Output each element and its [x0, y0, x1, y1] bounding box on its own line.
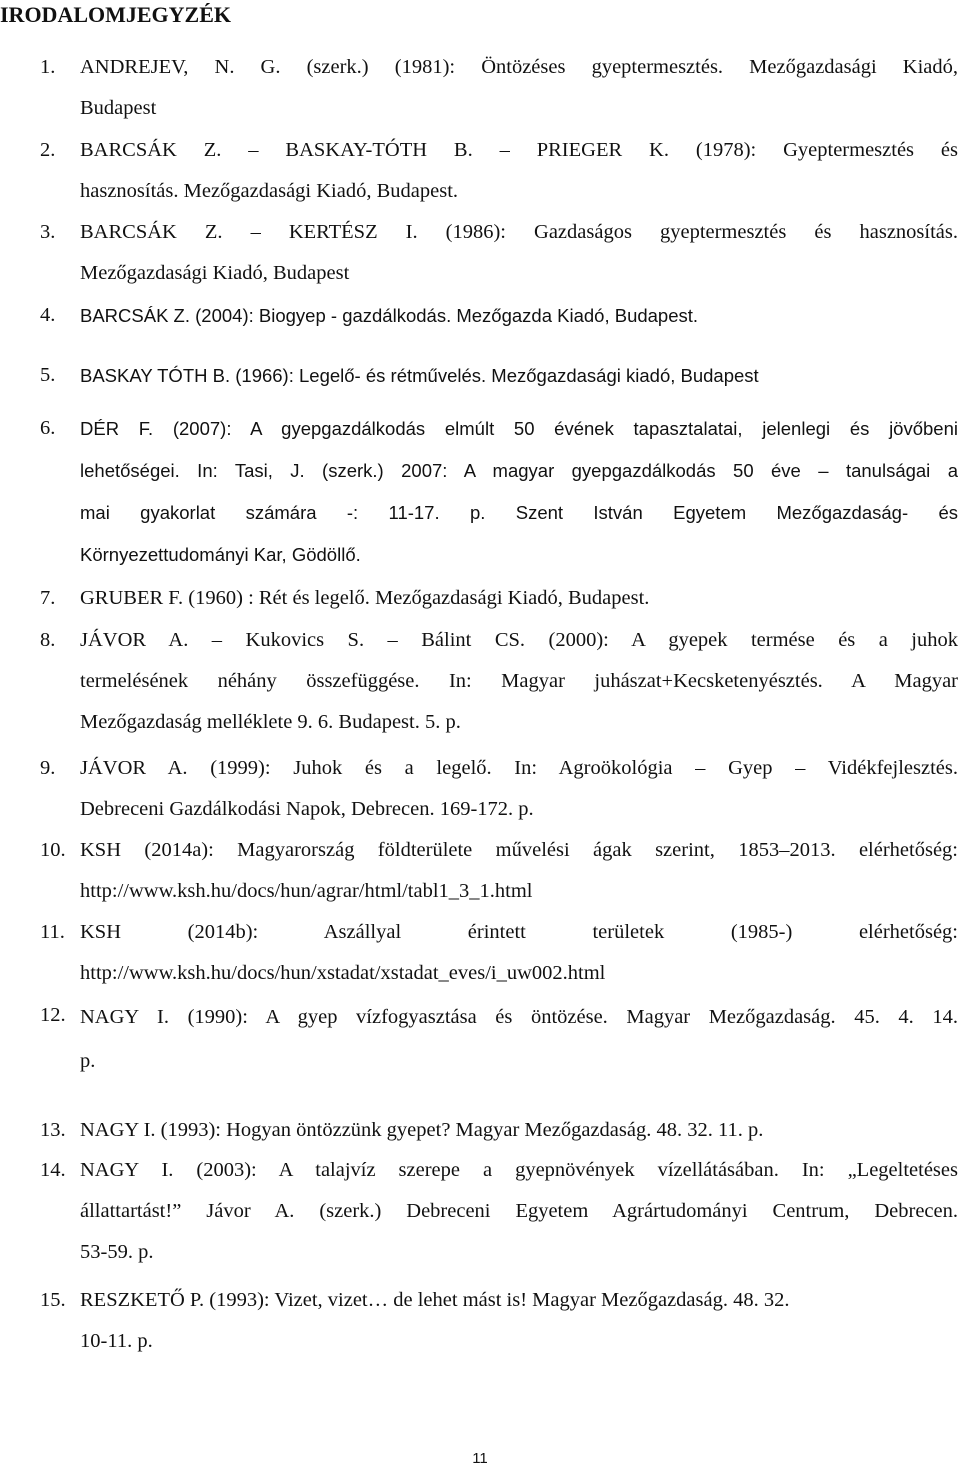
- reference-text: [80, 620, 958, 743]
- reference-line: NAGY I. (1990): A gyep vízfogyasztása és öntözése. Magyar Mezőgazdaság. 45. 4. 14.: [80, 1006, 958, 1028]
- reference-number: 13.: [40, 1119, 66, 1141]
- reference-text: [80, 355, 958, 396]
- reference-number: 8.: [40, 629, 56, 651]
- reference-number: 1.: [40, 56, 56, 78]
- reference-text: [80, 1150, 958, 1273]
- reference-line: p.: [80, 1050, 96, 1072]
- reference-line: termelésének néhány összefüggése. In: Magyar juhászat+Kecsketenyésztés. A Magyar: [80, 670, 958, 692]
- reference-text: [80, 748, 958, 830]
- reference-number: 15.: [40, 1289, 66, 1311]
- reference-number: 4.: [40, 304, 56, 326]
- reference-text: [80, 1280, 958, 1362]
- reference-line: KSH (2014a): Magyarország földterülete művelési ágak szerint, 1853–2013. elérhetőség:: [80, 839, 958, 861]
- reference-line: JÁVOR A. – Kukovics S. – Bálint CS. (2000): A gyepek termése és a juhok: [80, 629, 958, 651]
- reference-line: NAGY I. (2003): A talajvíz szerepe a gyepnövények vízellátásában. In: „Legeltetéses: [80, 1159, 958, 1181]
- reference-text: [80, 1110, 958, 1151]
- reference-line: 53-59. p.: [80, 1241, 154, 1263]
- reference-line: BARCSÁK Z. – KERTÉSZ I. (1986): Gazdaságos gyeptermesztés és hasznosítás.: [80, 221, 958, 243]
- reference-line: mai gyakorlat számára -: 11-17. p. Szent István Egyetem Mezőgazdaság- és: [80, 502, 958, 523]
- reference-text: [80, 578, 958, 619]
- reference-number: 3.: [40, 221, 56, 243]
- reference-number: 6.: [40, 417, 56, 439]
- reference-text: [80, 995, 958, 1083]
- reference-line: KSH (2014b): Aszállyal érintett területek (1985-) elérhetőség:: [80, 921, 958, 943]
- reference-text: [80, 212, 958, 294]
- reference-line: Mezőgazdaság melléklete 9. 6. Budapest. 5. p.: [80, 711, 461, 733]
- reference-line: BARCSÁK Z. (2004): Biogyep - gazdálkodás. Mezőgazda Kiadó, Budapest.: [80, 305, 699, 326]
- reference-line: http://www.ksh.hu/docs/hun/agrar/html/tabl1_3_1.html: [80, 880, 533, 902]
- page-title: IRODALOMJEGYZÉK: [0, 2, 232, 27]
- reference-line: JÁVOR A. (1999): Juhok és a legelő. In: Agroökológia – Gyep – Vidékfejlesztés.: [80, 757, 958, 779]
- reference-line: 10-11. p.: [80, 1330, 153, 1352]
- reference-number: 7.: [40, 587, 56, 609]
- reference-text: [80, 408, 958, 576]
- reference-line: GRUBER F. (1960) : Rét és legelő. Mezőgazdasági Kiadó, Budapest.: [80, 587, 650, 609]
- reference-number: 12.: [40, 1004, 66, 1026]
- reference-line: http://www.ksh.hu/docs/hun/xstadat/xstadat_eves/i_uw002.html: [80, 962, 606, 984]
- page-number: 11: [472, 1450, 488, 1467]
- reference-number: 5.: [40, 364, 56, 386]
- reference-line: állattartást!” Jávor A. (szerk.) Debreceni Egyetem Agrártudományi Centrum, Debrecen.: [80, 1200, 958, 1222]
- reference-number: 10.: [40, 839, 66, 861]
- reference-line: RESZKETŐ P. (1993): Vizet, vizet… de lehet mást is! Magyar Mezőgazdaság. 48. 32.: [80, 1289, 790, 1311]
- reference-line: hasznosítás. Mezőgazdasági Kiadó, Budapest.: [80, 180, 459, 202]
- reference-number: 14.: [40, 1159, 66, 1181]
- reference-number: 2.: [40, 139, 56, 161]
- reference-text: [80, 912, 958, 994]
- reference-line: BASKAY TÓTH B. (1966): Legelő- és rétművelés. Mezőgazdasági kiadó, Budapest: [80, 365, 759, 386]
- reference-number: 11.: [40, 921, 65, 943]
- reference-line: NAGY I. (1993): Hogyan öntözzünk gyepet? Magyar Mezőgazdaság. 48. 32. 11. p.: [80, 1119, 764, 1141]
- reference-line: ANDREJEV, N. G. (szerk.) (1981): Öntözéses gyeptermesztés. Mezőgazdasági Kiadó,: [80, 56, 958, 78]
- reference-line: Környezettudományi Kar, Gödöllő.: [80, 544, 361, 565]
- reference-line: Mezőgazdasági Kiadó, Budapest: [80, 262, 350, 284]
- reference-text: [80, 47, 958, 129]
- reference-line: DÉR F. (2007): A gyepgazdálkodás elmúlt 50 évének tapasztalatai, jelenlegi és jövőbeni: [80, 418, 958, 439]
- reference-text: [80, 130, 958, 212]
- reference-line: Debreceni Gazdálkodási Napok, Debrecen. 169-172. p.: [80, 798, 534, 820]
- reference-line: BARCSÁK Z. – BASKAY-TÓTH B. – PRIEGER K. (1978): Gyeptermesztés és: [80, 139, 958, 161]
- reference-number: 9.: [40, 757, 56, 779]
- reference-line: lehetőségei. In: Tasi, J. (szerk.) 2007: A magyar gyepgazdálkodás 50 éve – tanulságai a: [80, 460, 958, 481]
- reference-text: [80, 295, 958, 336]
- reference-line: Budapest: [80, 97, 157, 119]
- reference-text: [80, 830, 958, 912]
